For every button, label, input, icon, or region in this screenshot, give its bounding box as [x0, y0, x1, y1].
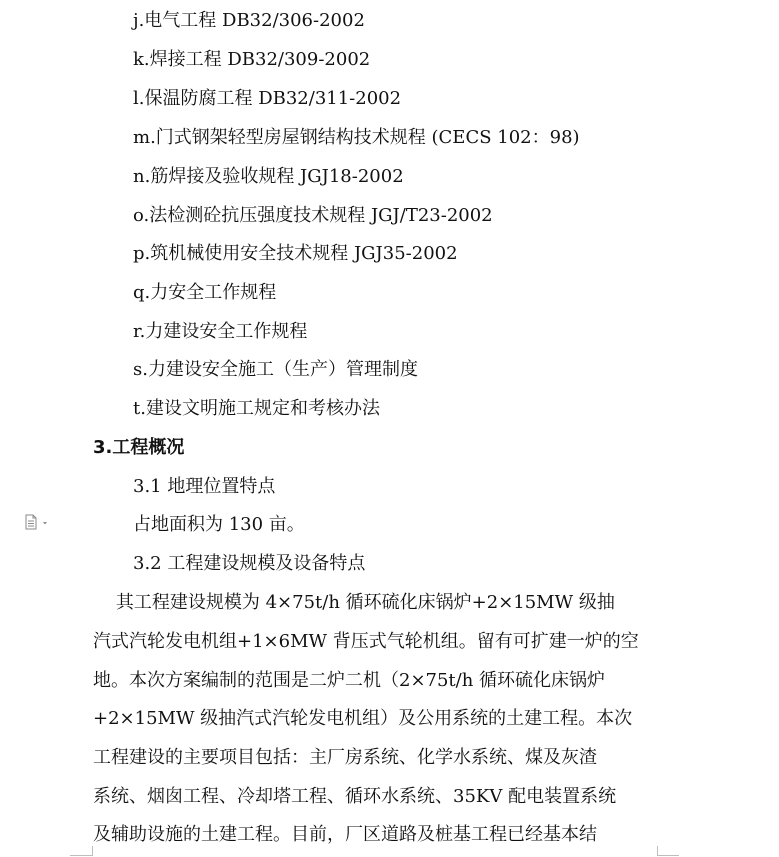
list-item-j: j.电气工程 DB32/306-2002 [133, 10, 365, 31]
list-item-q: q.力安全工作规程 [133, 282, 277, 303]
list-item-t: t.建设文明施工规定和考核办法 [133, 398, 380, 419]
list-item-s: s.力建设安全施工（生产）管理制度 [133, 359, 418, 380]
paragraph-line-3: 地。本次方案编制的范围是二炉二机（2×75t/h 循环硫化床锅炉 [93, 670, 606, 691]
paragraph-line-7: 及辅助设施的土建工程。目前，厂区道路及桩基工程已经基本结 [93, 824, 597, 845]
list-item-r: r.力建设安全工作规程 [133, 321, 308, 342]
margin-mark-right [657, 855, 679, 856]
margin-mark-right-vertical [657, 846, 658, 856]
paragraph-line-1: 其工程建设规模为 4×75t/h 循环硫化床锅炉+2×15MW 级抽 [93, 592, 615, 613]
list-item-k: k.焊接工程 DB32/309-2002 [133, 49, 371, 70]
paragraph-line-4: +2×15MW 级抽汽式汽轮发电机组）及公用系统的土建工程。本次 [93, 708, 633, 729]
list-item-n: n.筋焊接及验收规程 JGJ18-2002 [133, 166, 404, 187]
document-icon[interactable] [24, 514, 54, 530]
margin-mark-left-vertical [92, 846, 93, 856]
list-item-p: p.筑机械使用安全技术规程 JGJ35-2002 [133, 243, 458, 264]
list-item-m: m.门式钢架轻型房屋钢结构技术规程 (CECS 102：98) [133, 127, 580, 148]
list-item-l: l.保温防腐工程 DB32/311-2002 [133, 88, 402, 109]
subsection-3-2: 3.2 工程建设规模及设备特点 [133, 553, 366, 574]
margin-mark-left [70, 855, 92, 856]
paragraph-line-5: 工程建设的主要项目包括：主厂房系统、化学水系统、煤及灰渣 [93, 747, 597, 768]
paragraph-line-6: 系统、烟囱工程、冷却塔工程、循环水系统、35KV 配电装置系统 [93, 786, 617, 807]
list-item-o: o.法检测砼抗压强度技术规程 JGJ/T23-2002 [133, 205, 493, 226]
paragraph-line-2: 汽式汽轮发电机组+1×6MW 背压式气轮机组。留有可扩建一炉的空 [93, 631, 639, 652]
subsection-3-1: 3.1 地理位置特点 [133, 476, 276, 497]
section-heading: 3.工程概况 [93, 437, 185, 458]
area-text: 占地面积为 130 亩。 [133, 514, 305, 535]
